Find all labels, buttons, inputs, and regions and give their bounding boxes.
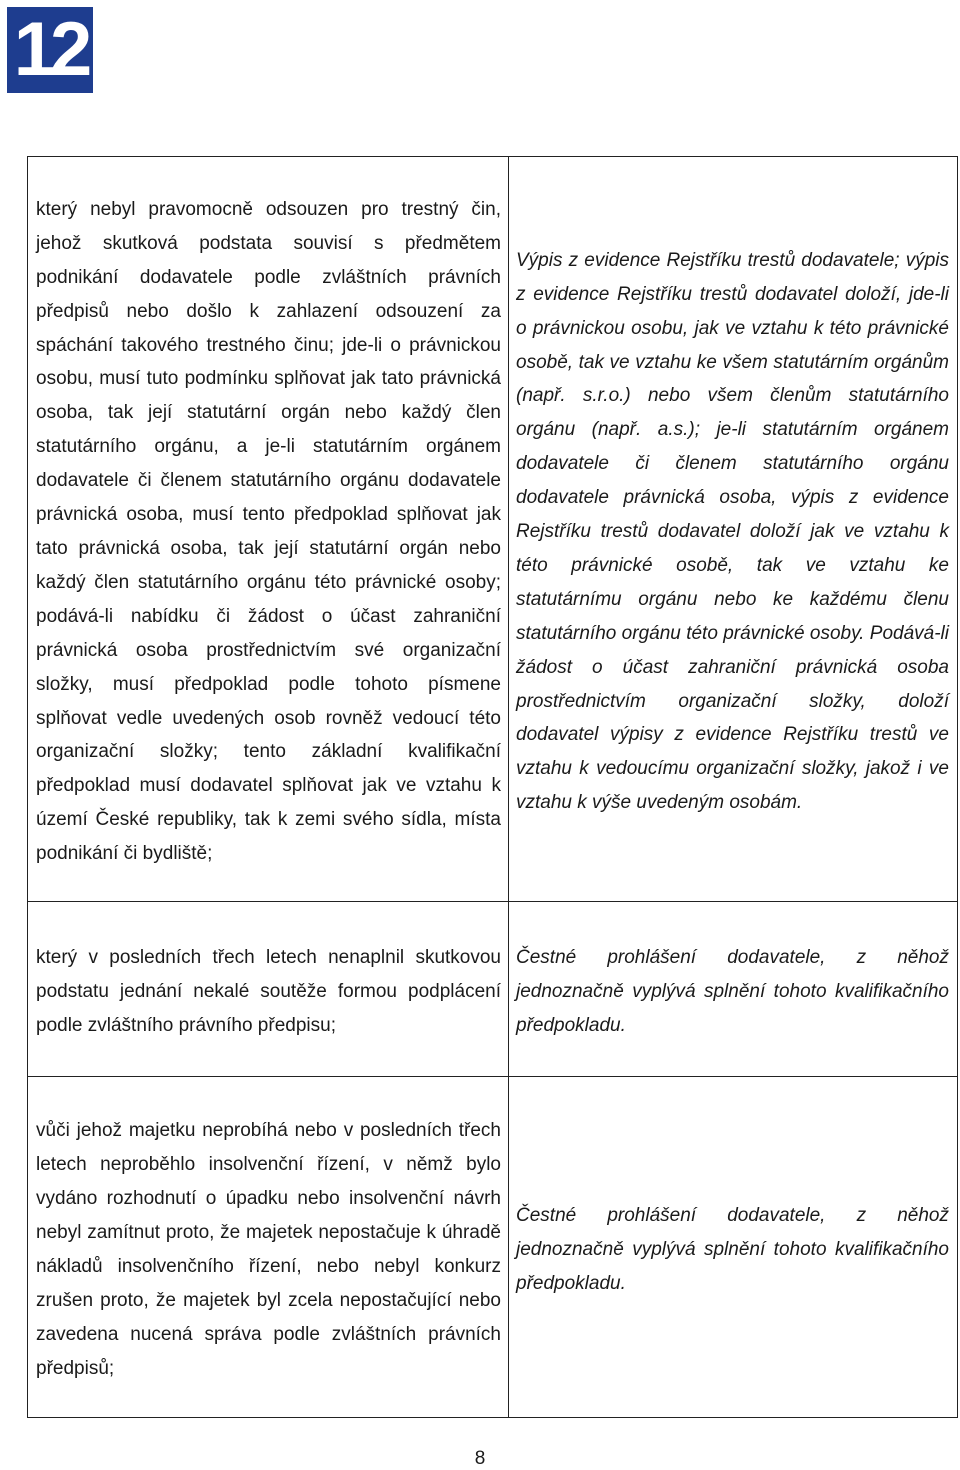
proof-cell: Čestné prohlášení dodavatele, z něhož jednoznačně vyplývá splnění tohoto kvalifikačního předpokladu. (509, 1077, 958, 1418)
chapter-number-logo: 12 (7, 7, 93, 93)
table-row (28, 902, 958, 1077)
requirement-cell: který v posledních třech letech nenaplnil skutkovou podstatu jednání nekalé soutěže formou podplácení podle zvláštního právního předpisu; (28, 902, 509, 1077)
table-row (28, 157, 958, 902)
requirement-cell: který nebyl pravomocně odsouzen pro trestný čin, jehož skutková podstata souvisí s předmětem podnikání dodavatele podle zvláštních právních předpisů nebo došlo k zahlazení odsouzení za spáchání takového trestného činu; jde-li o právnickou osobu, musí tuto podmínku splňovat jak tato právnická osoba, tak její statutární orgán nebo každý člen statutárního orgánu, a je-li statutárním orgánem dodavatele či členem statutárního orgánu dodavatele právnická osoba, musí tento předpoklad splňovat jak tato právnická osoba, tak její statutární orgán nebo každý člen statutárního orgánu této právnické osoby; podává-li nabídku či žádost o účast zahraniční právnická osoba prostřednictvím své organizační složky, musí předpoklad podle tohoto písmene splňovat vedle uvedených osob rovněž vedoucí této organizační složky; tento základní kvalifikační předpoklad musí dodavatel splňovat jak ve vztahu k území České republiky, tak k zemi svého sídla, místa podnikání či bydliště; (28, 157, 509, 902)
proof-cell: Výpis z evidence Rejstříku trestů dodavatele; výpis z evidence Rejstříku trestů dodavatel doloží, jde-li o právnickou osobu, jak ve vztahu k této právnické osobě, tak ve vztahu ke všem statutárním orgánům (např. s.r.o.) nebo všem členům statutárního orgánu (např. a.s.); je-li statutárním orgánem dodavatele či členem statutárního orgánu dodavatele právnická osoba, výpis z evidence Rejstříku trestů dodavatel doloží jak ve vztahu k této právnické osobě, tak ve vztahu ke statutárnímu orgánu nebo ke každému členu statutárního orgánu této právnické osoby. Podává-li žádost o účast zahraniční právnická osoba prostřednictvím organizační složky, doloží dodavatel výpisy z evidence Rejstříku trestů ve vztahu k vedoucímu organizační složky, jakož i ve vztahu k výše uvedeným osobám. (509, 157, 958, 902)
proof-cell: Čestné prohlášení dodavatele, z něhož jednoznačně vyplývá splnění tohoto kvalifikačního předpokladu. (509, 902, 958, 1077)
page-number: 8 (474, 1448, 486, 1469)
requirement-cell: vůči jehož majetku neprobíhá nebo v posledních třech letech neproběhlo insolvenční řízení, v němž bylo vydáno rozhodnutí o úpadku nebo insolvenční návrh nebyl zamítnut proto, že majetek nepostačuje k úhradě nákladů insolvenčního řízení, nebo nebyl konkurz zrušen proto, že majetek byl zcela nepostačující nebo zavedena nucená správa podle zvláštních právních předpisů; (28, 1077, 509, 1418)
table-row (28, 1077, 958, 1418)
qualification-requirements-table (27, 156, 958, 1418)
